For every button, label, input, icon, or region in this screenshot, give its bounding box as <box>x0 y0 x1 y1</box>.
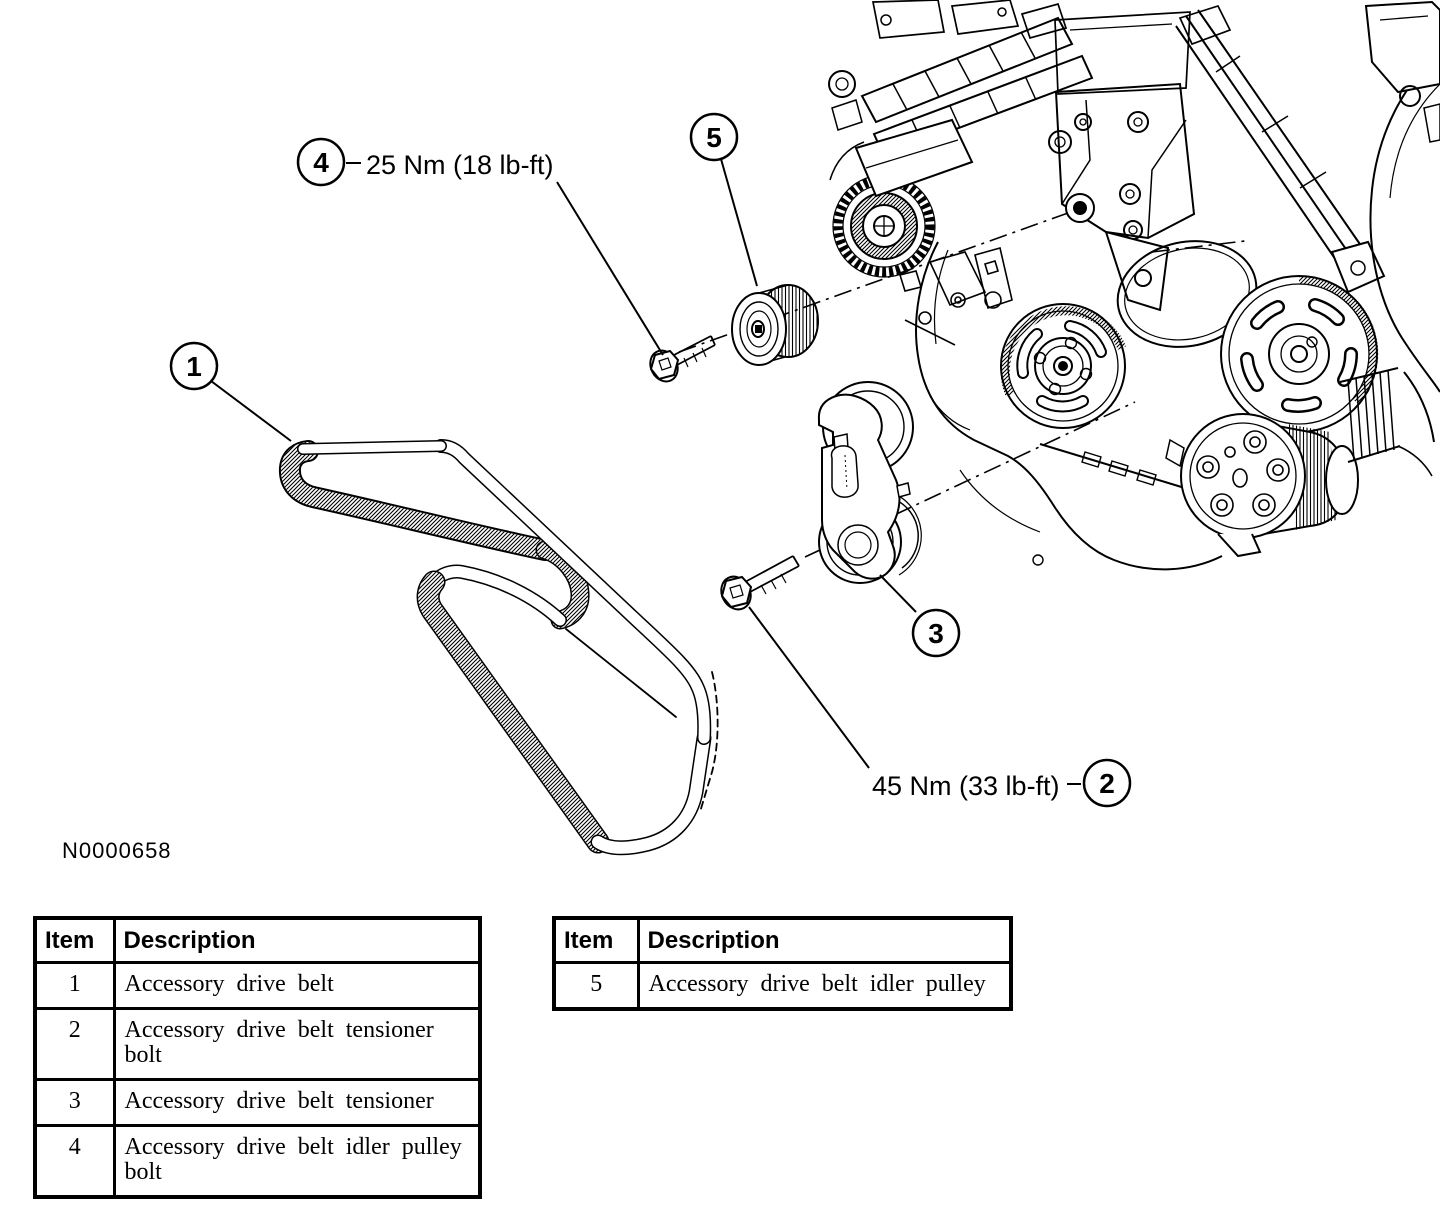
leader-lines <box>211 159 1081 784</box>
table-row <box>35 1009 480 1080</box>
callout-2 <box>1084 760 1130 806</box>
item-number: 3 <box>35 1080 114 1126</box>
callout-3 <box>913 610 959 656</box>
table-row <box>35 1080 480 1126</box>
item-description: Accessory drive belt idler pulley <box>638 963 1011 1010</box>
column-header-description: Description <box>638 918 1011 963</box>
item-number: 5 <box>554 963 638 1010</box>
item-description: Accessory drive belt tensioner <box>114 1080 480 1126</box>
mount-bracket <box>1049 12 1194 310</box>
item-number: 4 <box>35 1126 114 1198</box>
ac-compressor <box>1166 414 1358 556</box>
table-row <box>35 963 480 1009</box>
callout-2-number: 2 <box>1099 768 1115 799</box>
tensioner-illustration <box>819 382 921 583</box>
engine-block-right <box>1366 2 1440 392</box>
crank-pulley <box>1221 276 1377 432</box>
parts-table-left <box>33 916 482 1199</box>
item-description: Accessory drive belt tensioner bolt <box>114 1009 480 1080</box>
leader-callout-5 <box>721 159 757 286</box>
table-row <box>554 918 1011 963</box>
water-pump-pulley <box>1001 304 1125 428</box>
figure-code: N0000658 <box>62 838 172 863</box>
item-number: 2 <box>35 1009 114 1080</box>
item-description: Accessory drive belt idler pulley bolt <box>114 1126 480 1198</box>
leader-callout-4 <box>557 182 663 355</box>
alternator-pulley <box>833 120 972 277</box>
torque-label-tensioner-bolt: 45 Nm (33 lb-ft) <box>872 771 1060 801</box>
callout-4 <box>298 139 344 185</box>
idler-pulley-illustration <box>732 285 818 365</box>
tensioner-bolt-illustration <box>716 556 799 615</box>
leader-callout-1 <box>211 381 291 441</box>
torque-label-idler-bolt: 25 Nm (18 lb-ft) <box>366 150 554 180</box>
callout-3-number: 3 <box>928 618 944 649</box>
drive-belt-illustration <box>290 446 718 848</box>
item-number: 1 <box>35 963 114 1009</box>
column-header-item: Item <box>554 918 638 963</box>
table-row <box>35 1126 480 1198</box>
callout-1 <box>171 343 217 389</box>
callout-5-number: 5 <box>706 122 722 153</box>
leader-callout-3 <box>880 575 916 612</box>
engine-illustration <box>829 0 1440 569</box>
column-header-description: Description <box>114 918 480 963</box>
column-header-item: Item <box>35 918 114 963</box>
table-row <box>554 963 1011 1010</box>
parts-table-right <box>552 916 1013 1011</box>
table-row <box>35 918 480 963</box>
callout-5 <box>691 114 737 160</box>
callout-4-number: 4 <box>313 147 329 178</box>
item-description: Accessory drive belt <box>114 963 480 1009</box>
leader-callout-2 <box>749 607 869 768</box>
callout-1-number: 1 <box>186 351 202 382</box>
